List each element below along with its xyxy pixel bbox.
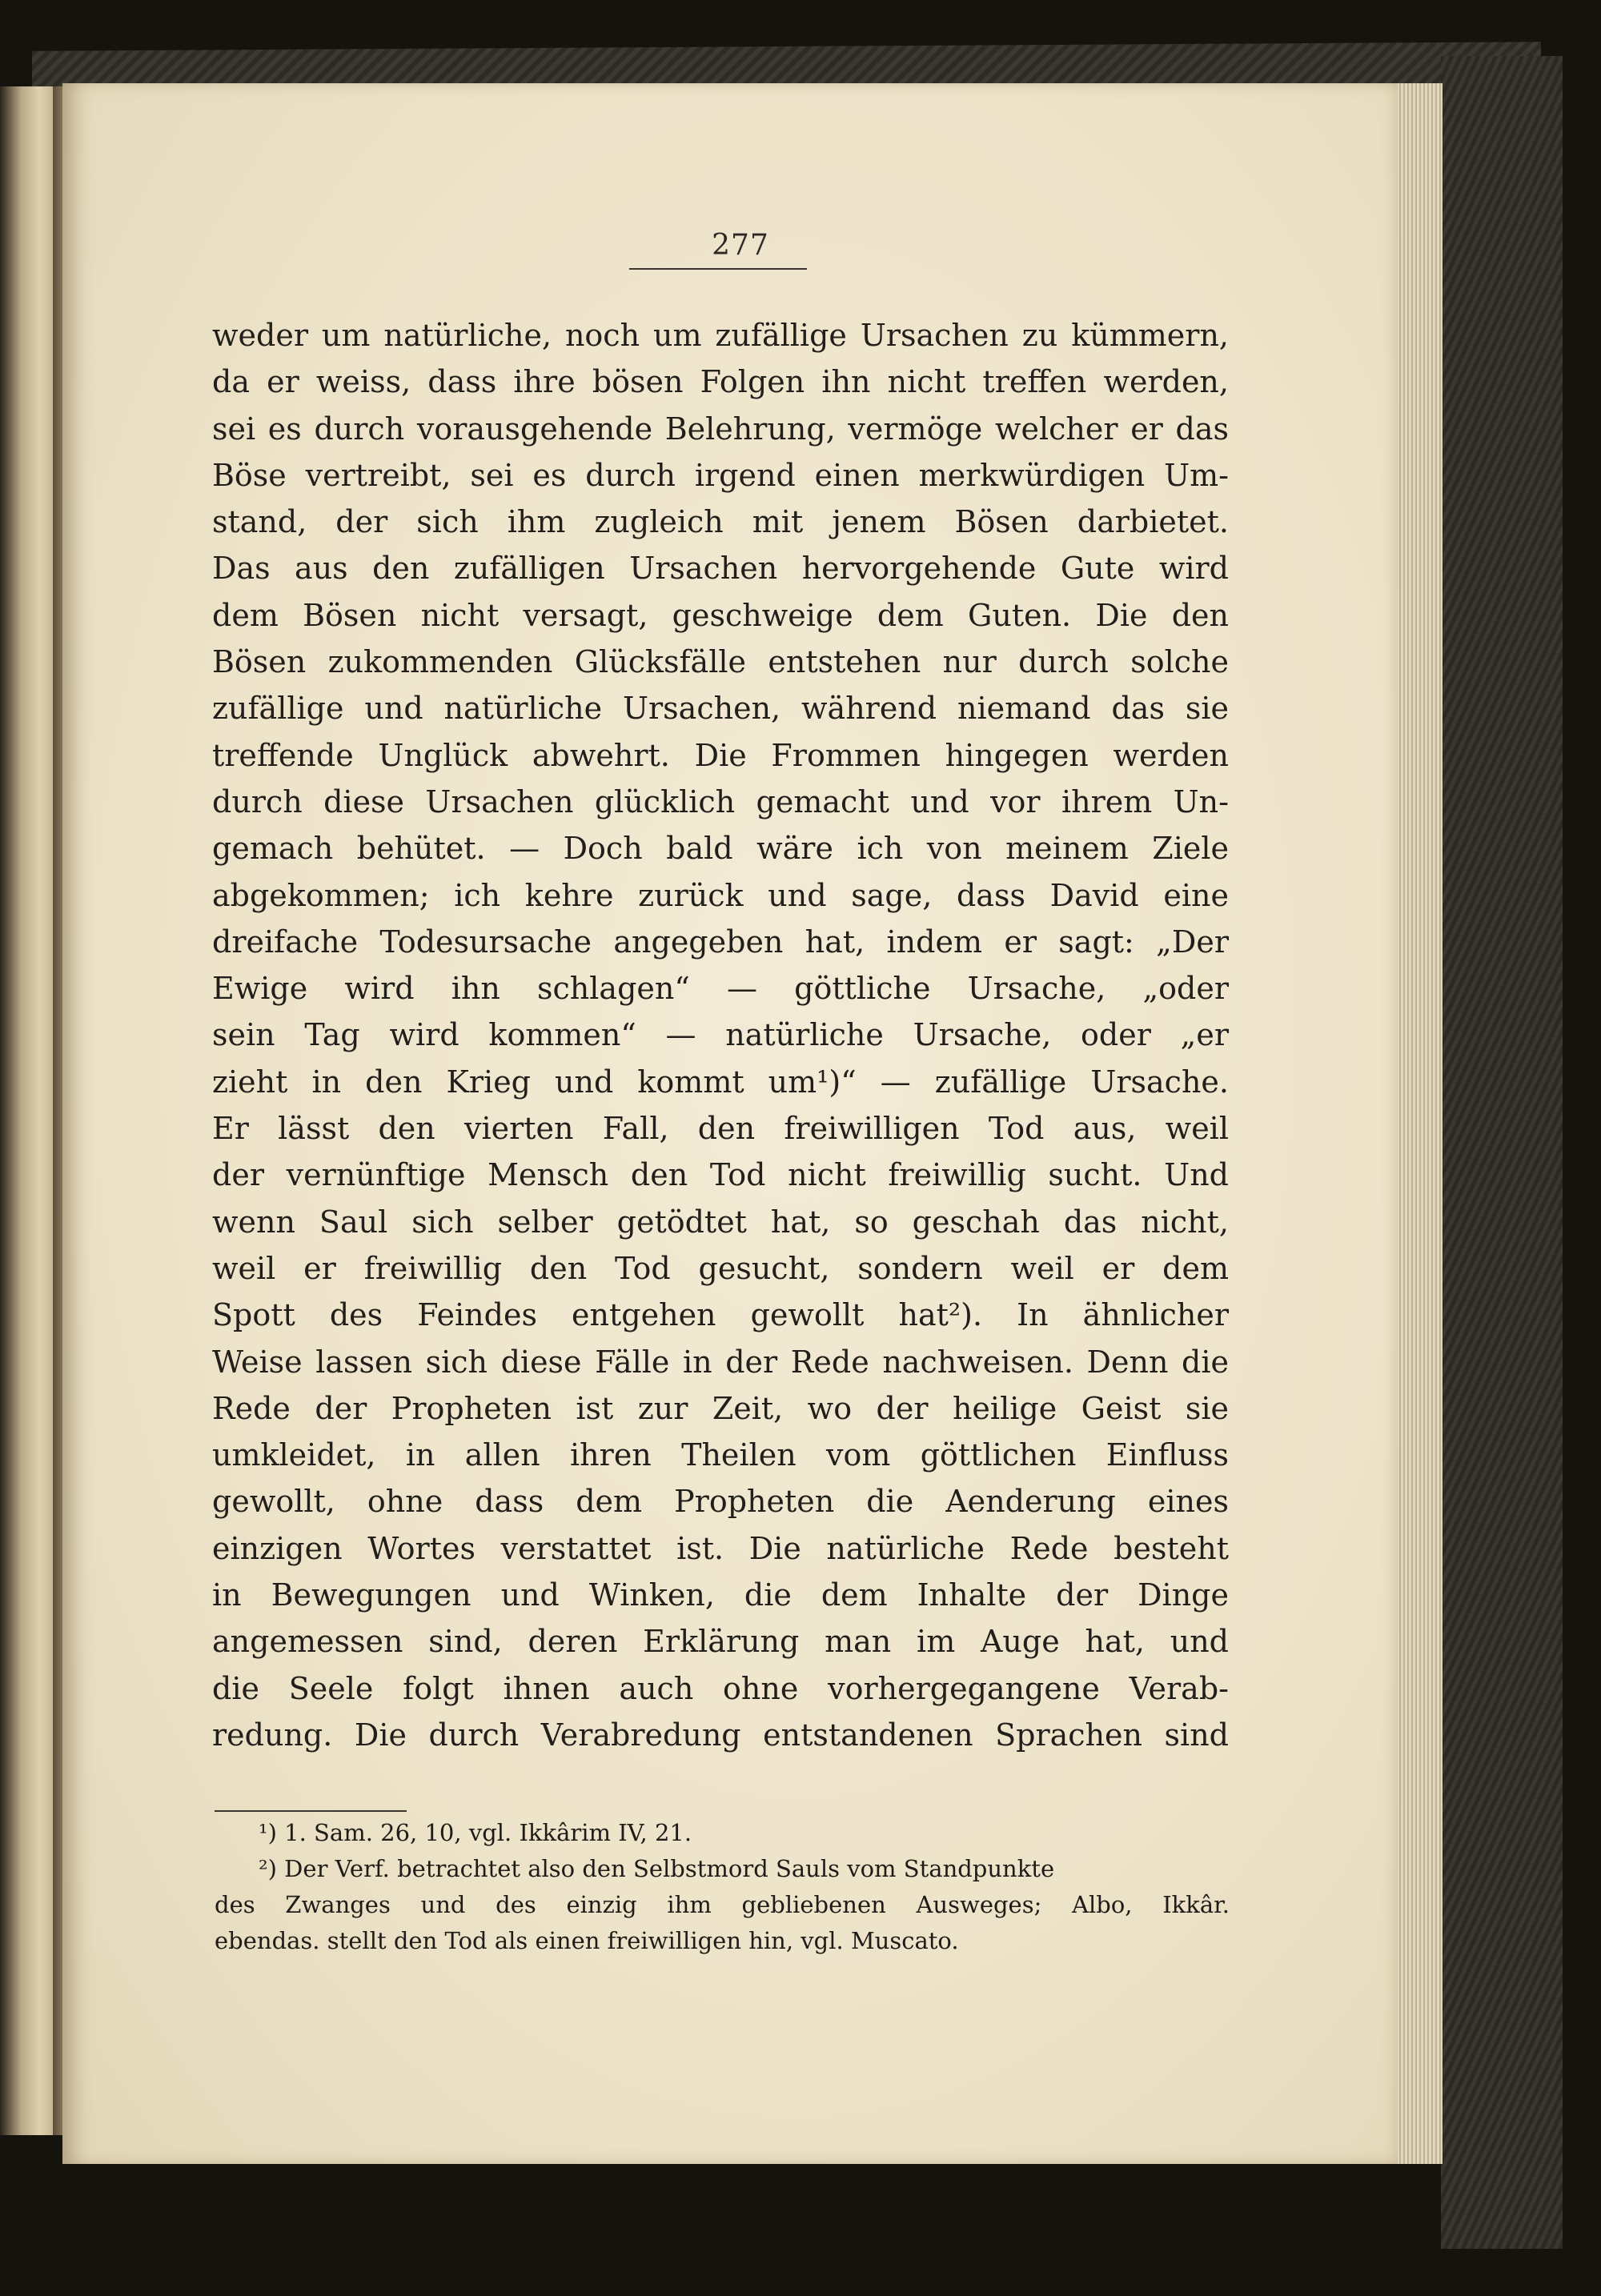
text-line: wenn Saul sich selber getödtet hat, so geschah das nicht,	[212, 1204, 1229, 1240]
text-line: gewollt, ohne dass dem Propheten die Aenderung eines	[212, 1484, 1229, 1520]
page-number: 277	[712, 229, 769, 262]
text-line: Ewige wird ihn schlagen“ — göttliche Ursache, „oder	[212, 971, 1229, 1007]
text-line: da er weiss, dass ihre bösen Folgen ihn nicht treffen werden,	[212, 364, 1229, 400]
page-stack-edge	[1393, 83, 1443, 2164]
text-line: Böse vertreibt, sei es durch irgend einen merkwürdigen Um-	[212, 457, 1229, 493]
text-line: in Bewegungen und Winken, die dem Inhalte der Dinge	[212, 1577, 1229, 1613]
header-rule	[629, 268, 807, 270]
text-line: angemessen sind, deren Erklärung man im Auge hat, und	[212, 1624, 1229, 1660]
text-line: durch diese Ursachen glücklich gemacht und vor ihrem Un-	[212, 783, 1229, 819]
text-line: Das aus den zufälligen Ursachen hervorgehende Gute wird	[212, 551, 1229, 587]
text-line: weil er freiwillig den Tod gesucht, sondern weil er dem	[212, 1250, 1229, 1286]
footnote-rule	[215, 1810, 407, 1812]
text-line: Weise lassen sich diese Fälle in der Rede nachweisen. Denn die	[212, 1344, 1229, 1380]
body-text	[212, 312, 1229, 1758]
text-line: weder um natürliche, noch um zufällige Ursachen zu kümmern,	[212, 318, 1229, 353]
text-line: umkleidet, in allen ihren Theilen vom göttlichen Einfluss	[212, 1437, 1229, 1473]
text-line: redung. Die durch Verabredung entstandenen Sprachen sind	[212, 1717, 1229, 1753]
cover-cloth-right	[1441, 56, 1563, 2249]
footnote-2: ²) Der Verf. betrachtet also den Selbstmord Sauls vom Standpunkte	[259, 1855, 1055, 1882]
footnote-2-cont: des Zwanges und des einzig ihm gebliebenen Ausweges; Albo, Ikkâr.	[215, 1891, 1230, 1918]
text-line: stand, der sich ihm zugleich mit jenem Bösen darbietet.	[212, 504, 1229, 540]
text-line: abgekommen; ich kehre zurück und sage, dass David eine	[212, 877, 1229, 913]
text-line: Bösen zukommenden Glücksfälle entstehen nur durch solche	[212, 644, 1229, 680]
footnotes	[215, 1815, 1230, 1959]
text-line: zieht in den Krieg und kommt um¹)“ — zufällige Ursache.	[212, 1064, 1229, 1100]
footnote-2-cont: ebendas. stellt den Tod als einen freiwilligen hin, vgl. Muscato.	[215, 1927, 959, 1954]
text-line: sein Tag wird kommen“ — natürliche Ursache, oder „er	[212, 1017, 1229, 1053]
text-line: dreifache Todesursache angegeben hat, indem er sagt: „Der	[212, 924, 1229, 960]
text-line: Er lässt den vierten Fall, den freiwilligen Tod aus, weil	[212, 1111, 1229, 1147]
text-line: Rede der Propheten ist zur Zeit, wo der heilige Geist sie	[212, 1390, 1229, 1426]
text-line: dem Bösen nicht versagt, geschweige dem Guten. Die den	[212, 597, 1229, 633]
footnote-1: ¹) 1. Sam. 26, 10, vgl. Ikkârim IV, 21.	[259, 1819, 692, 1846]
text-line: einzigen Wortes verstattet ist. Die natürliche Rede besteht	[212, 1530, 1229, 1566]
text-line: zufällige und natürliche Ursachen, während niemand das sie	[212, 691, 1229, 727]
text-line: die Seele folgt ihnen auch ohne vorhergegangene Verab-	[212, 1670, 1229, 1706]
text-line: gemach behütet. — Doch bald wäre ich von meinem Ziele	[212, 831, 1229, 867]
left-page-edge	[0, 86, 53, 2135]
text-line: sei es durch vorausgehende Belehrung, vermöge welcher er das	[212, 411, 1229, 447]
text-line: Spott des Feindes entgehen gewollt hat²). In ähnlicher	[212, 1297, 1229, 1333]
text-line: treffende Unglück abwehrt. Die Frommen hingegen werden	[212, 737, 1229, 773]
text-line: der vernünftige Mensch den Tod nicht freiwillig sucht. Und	[212, 1157, 1229, 1193]
